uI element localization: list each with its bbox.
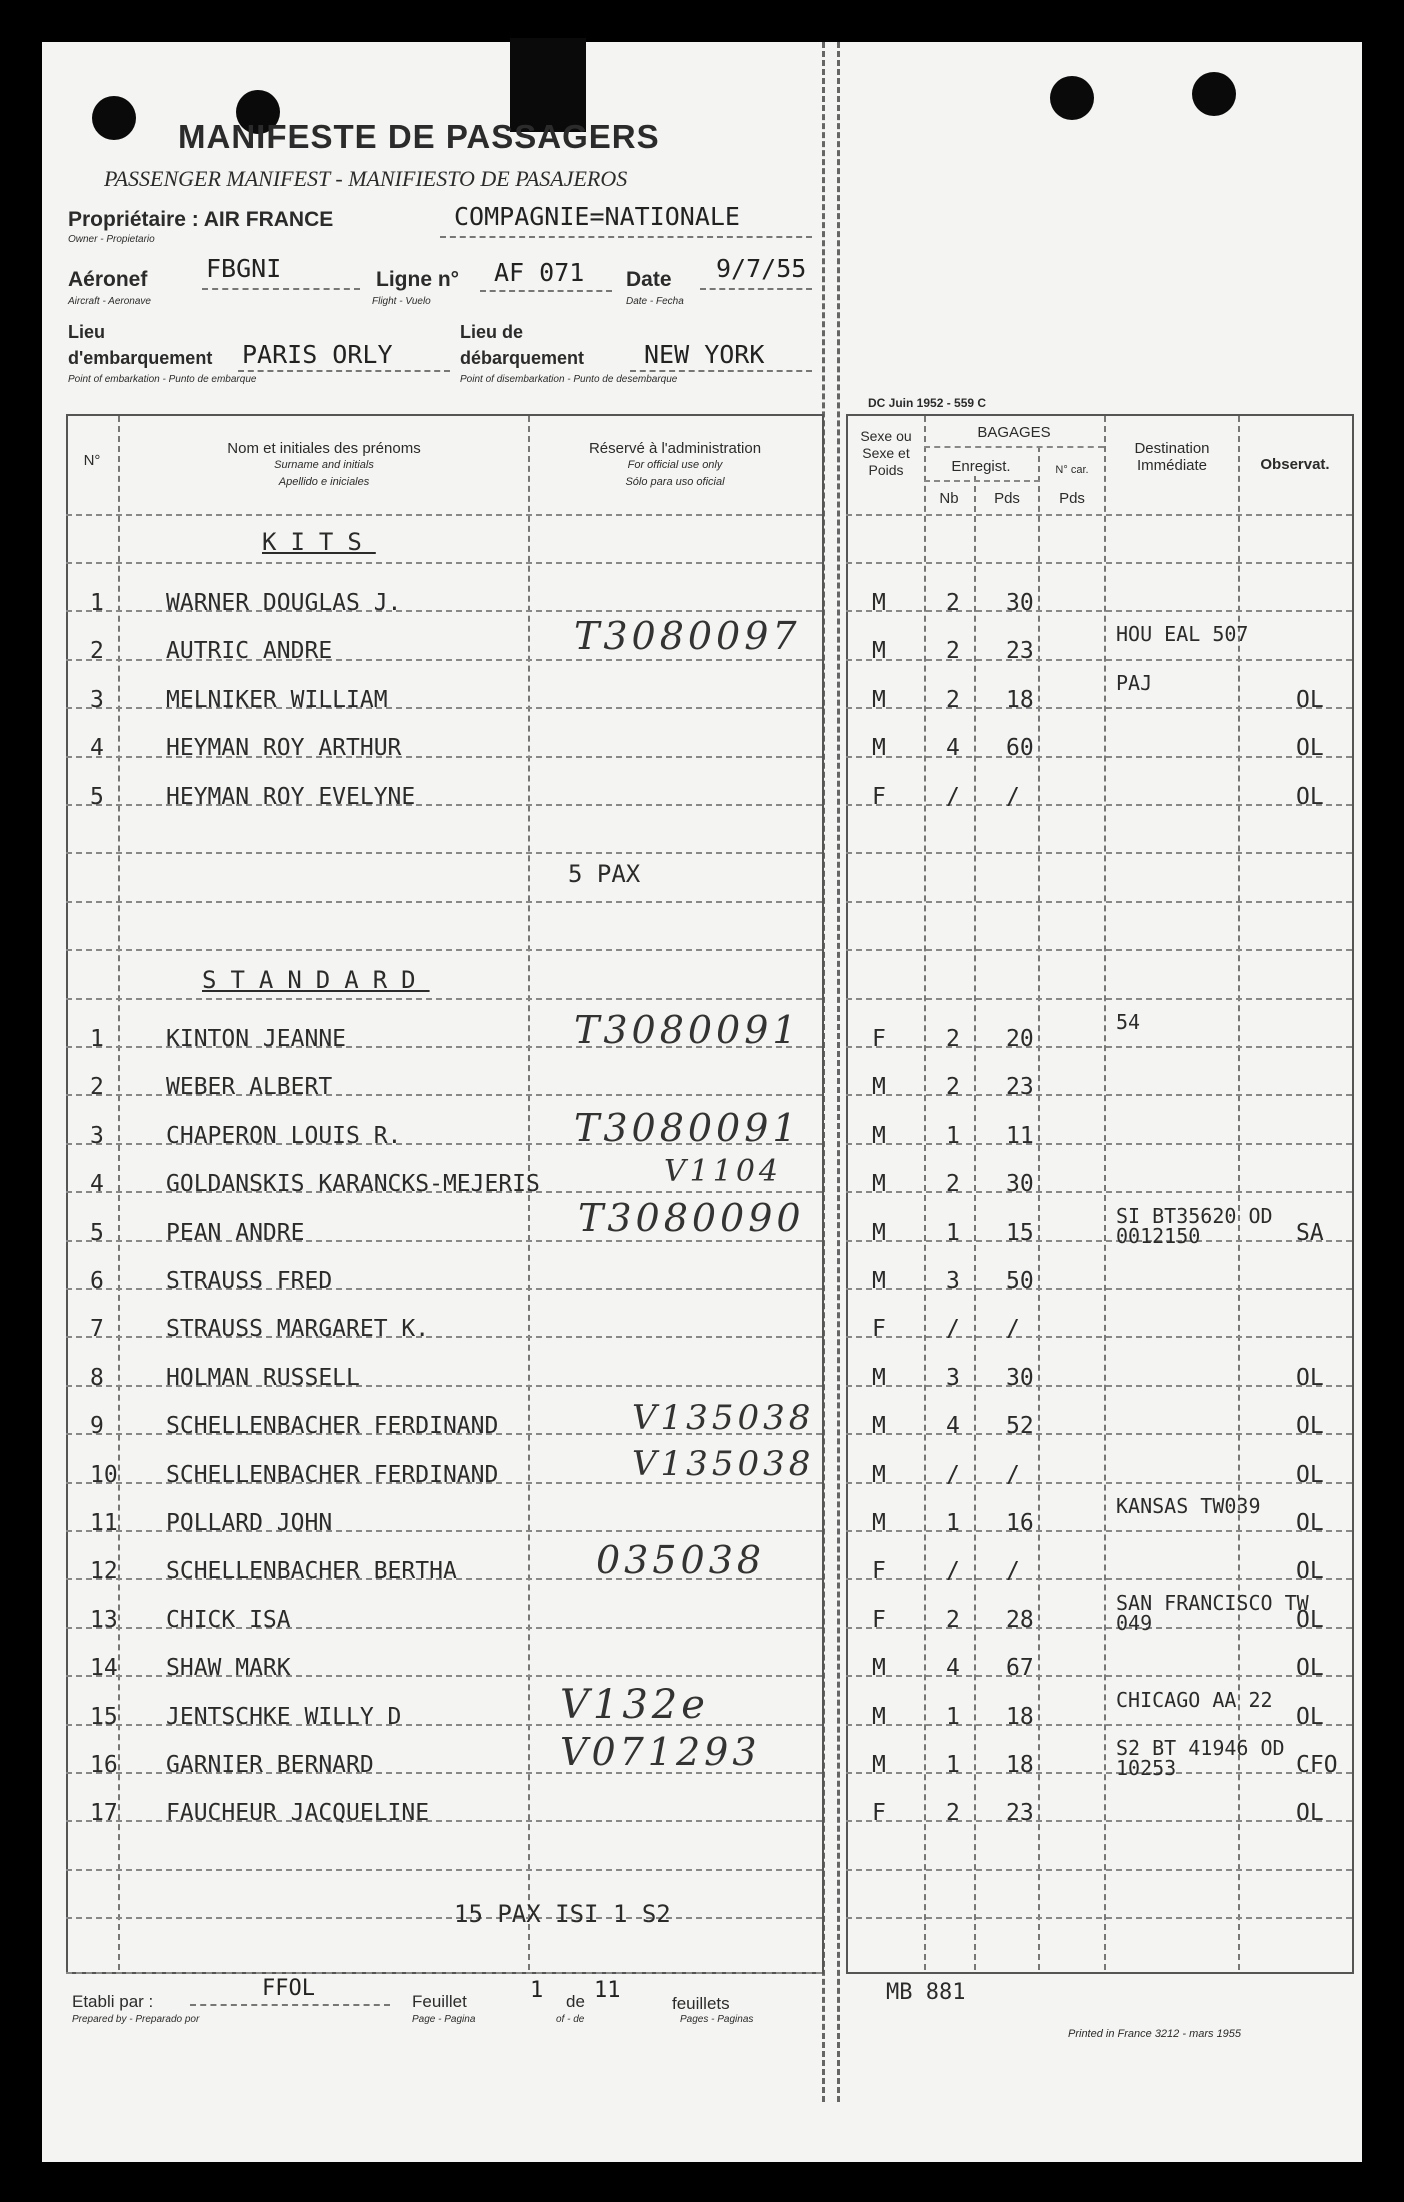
observation: OL: [1296, 1510, 1324, 1536]
baggage-weight: 28: [1006, 1606, 1034, 1633]
row-number: 12: [90, 1558, 118, 1585]
row-number: 2: [90, 638, 104, 665]
observation: OL: [1296, 1558, 1324, 1585]
baggage-count: /: [946, 783, 960, 810]
baggage-count: 4: [946, 735, 960, 762]
passenger-name: FAUCHEUR JACQUELINE: [166, 1800, 430, 1827]
passenger-name: SCHELLENBACHER BERTHA: [166, 1558, 457, 1585]
passenger-name: MELNIKER WILLIAM: [166, 686, 388, 713]
observation: OL: [1296, 1364, 1324, 1391]
row-rule: [66, 949, 822, 951]
footer-rule: [66, 1972, 822, 1974]
passenger-name: AUTRIC ANDRE: [166, 638, 333, 665]
prepared-by-label: Etabli par :: [72, 1992, 154, 2011]
passenger-sex: M: [872, 1413, 886, 1440]
observation: CFO: [1296, 1752, 1338, 1778]
passenger-name: HEYMAN ROY EVELYNE: [166, 783, 416, 810]
row-number: 11: [90, 1510, 118, 1536]
punch-hole: [92, 96, 136, 140]
observation: SA: [1296, 1219, 1324, 1246]
total-pages-value: 11: [594, 1978, 621, 2003]
baggage-count: /: [946, 1461, 960, 1488]
passenger-sex: M: [872, 735, 886, 762]
baggage-count: 2: [946, 686, 960, 713]
passenger-sex: M: [872, 1074, 886, 1101]
embark-label-2: d'embarquement: [68, 348, 213, 368]
baggage-weight: /: [1006, 1316, 1020, 1343]
passenger-sex: M: [872, 1655, 886, 1682]
row-number: 17: [90, 1800, 118, 1827]
destination: SAN FRANCISCO TW 049: [1116, 1590, 1309, 1635]
disembark-label-2: débarquement: [460, 348, 585, 368]
row-number: 2: [90, 1074, 104, 1101]
destination: 54: [1116, 1010, 1141, 1034]
row-number: 10: [90, 1461, 118, 1488]
row-rule: [66, 562, 822, 564]
baggage-weight: 18: [1006, 1703, 1034, 1730]
passenger-name: WARNER DOUGLAS J.: [166, 590, 402, 616]
row-rule: [846, 852, 1352, 854]
row-rule: [66, 1869, 822, 1871]
baggage-weight: /: [1006, 783, 1020, 810]
row-rule: [66, 1917, 822, 1919]
baggage-weight: 30: [1006, 1171, 1034, 1198]
table-row: [66, 1066, 1350, 1110]
mb-number: MB 881: [886, 1980, 966, 2005]
embark-underline: [238, 370, 450, 372]
handwritten-ticket: V135038: [632, 1398, 815, 1438]
baggage-count: 2: [946, 1171, 960, 1198]
punch-hole: [1050, 76, 1094, 120]
observation: OL: [1296, 1461, 1324, 1488]
col-divider: [1038, 446, 1040, 1970]
baggage-weight: 50: [1006, 1268, 1034, 1294]
baggage-count: 3: [946, 1364, 960, 1391]
passenger-sex: M: [872, 1171, 886, 1198]
row-number: 6: [90, 1268, 104, 1294]
baggage-weight: 30: [1006, 1364, 1034, 1391]
owner-underline: [440, 236, 812, 238]
table-row: [66, 1792, 1350, 1836]
table-row: [66, 1590, 1350, 1643]
row-rule: [846, 949, 1352, 951]
observation: OL: [1296, 1655, 1324, 1682]
passenger-name: CHAPERON LOUIS R.: [166, 1122, 402, 1149]
row-number: 15: [90, 1703, 118, 1730]
destination: CHICAGO AA 22: [1116, 1687, 1273, 1712]
table-row: [66, 1260, 1350, 1304]
passenger-sex: M: [872, 638, 886, 665]
header-rule: [66, 514, 822, 516]
form-reference: DC Juin 1952 - 559 C: [868, 396, 987, 410]
printed-in-france: Printed in France 3212 - mars 1955: [1068, 2028, 1242, 2040]
col-admin-label: Réservé à l'administration: [588, 440, 762, 457]
kits-total: 5 PAX: [568, 860, 641, 888]
passenger-name: HOLMAN RUSSELL: [166, 1364, 360, 1391]
baggage-weight: 18: [1006, 686, 1034, 713]
baggage-weight: 67: [1006, 1655, 1034, 1682]
destination: KANSAS TW039: [1116, 1494, 1261, 1518]
destination: HOU EAL 507: [1116, 622, 1249, 647]
observation: OL: [1296, 1703, 1324, 1730]
baggage-weight: 60: [1006, 735, 1034, 762]
table-row: [66, 776, 1350, 820]
baggage-weight: 15: [1006, 1219, 1034, 1246]
col-admin-sub2: Sólo para uso oficial: [625, 476, 725, 488]
page-label: Feuillet: [412, 1992, 467, 2011]
passenger-name: SHAW MARK: [166, 1655, 291, 1682]
table-row: [66, 727, 1350, 771]
col-destination: Destination Immédiate: [1134, 440, 1210, 474]
col-enregist: Enregist.: [951, 458, 1011, 475]
observation: OL: [1296, 686, 1324, 713]
col-bagages: BAGAGES: [977, 424, 1051, 441]
observation: OL: [1296, 1800, 1324, 1827]
destination: PAJ: [1116, 670, 1153, 695]
flight-sub: Flight - Vuelo: [372, 296, 431, 307]
baggage-count: 1: [946, 1122, 960, 1149]
col-no: N°: [83, 452, 101, 469]
passenger-sex: F: [872, 1316, 886, 1343]
date-label: Date: [626, 268, 672, 291]
passenger-sex: F: [872, 1800, 886, 1827]
baggage-weight: 16: [1006, 1510, 1034, 1536]
row-rule: [846, 1917, 1352, 1919]
passenger-sex: M: [872, 1268, 886, 1294]
handwritten-ticket: 035038: [596, 1538, 766, 1582]
row-rule: [846, 901, 1352, 903]
destination: SI BT35620 OD 0012150: [1116, 1203, 1273, 1248]
page-sub: Page - Pagina: [412, 2014, 476, 2025]
baggage-count: 2: [946, 1606, 960, 1633]
owner-sub: Owner - Propietario: [68, 234, 155, 245]
page-title: MANIFESTE DE PASSAGERS: [178, 118, 660, 155]
row-number: 3: [90, 686, 104, 713]
flight-underline: [480, 290, 612, 292]
passenger-name: GARNIER BERNARD: [166, 1752, 374, 1778]
embark-sub: Point of embarkation - Punto de embarque: [68, 374, 257, 385]
observation: OL: [1296, 1413, 1324, 1440]
aircraft-sub: Aircraft - Aeronave: [68, 296, 151, 307]
passenger-sex: F: [872, 1558, 886, 1585]
handwritten-ticket: V071293: [560, 1730, 761, 1774]
prepared-by-underline: [190, 2004, 390, 2006]
handwritten-ticket: T3080091: [574, 1008, 801, 1052]
aircraft-value: FBGNI: [206, 254, 282, 283]
owner-value: COMPAGNIE=NATIONALE: [454, 202, 740, 231]
baggage-weight: 18: [1006, 1752, 1034, 1778]
observation: OL: [1296, 735, 1324, 762]
baggage-count: 2: [946, 590, 960, 616]
row-number: 1: [90, 1026, 104, 1052]
flight-value: AF 071: [494, 258, 585, 287]
row-number: 7: [90, 1316, 104, 1343]
handwritten-ticket: V132e: [560, 1682, 709, 1728]
col-name: [120, 440, 528, 491]
col-admin: [530, 440, 820, 491]
row-number: 5: [90, 783, 104, 810]
pages-label: feuillets: [672, 1994, 730, 2013]
header-rule: [846, 514, 1352, 516]
baggage-count: /: [946, 1316, 960, 1343]
baggage-weight: 20: [1006, 1026, 1034, 1052]
passenger-name: PEAN ANDRE: [166, 1219, 305, 1246]
table-row: [66, 670, 1350, 723]
baggage-weight: 30: [1006, 590, 1034, 616]
passenger-name: SCHELLENBACHER FERDINAND: [166, 1413, 499, 1440]
passenger-sex: M: [872, 1461, 886, 1488]
passenger-name: GOLDANSKIS KARANCKS-MEJERIS: [166, 1171, 540, 1198]
prepared-by-value: FFOL: [262, 1976, 315, 2001]
passenger-sex: M: [872, 1364, 886, 1391]
page-subtitle: PASSENGER MANIFEST - MANIFIESTO DE PASAJEROS: [104, 166, 628, 191]
col-pds: Pds: [994, 490, 1020, 507]
aircraft-underline: [202, 288, 360, 290]
baggage-count: 2: [946, 1026, 960, 1052]
col-observations: Observat.: [1260, 456, 1330, 473]
passenger-sex: M: [872, 1752, 886, 1778]
bagages-rule: [924, 446, 1104, 448]
table-row: [66, 1357, 1350, 1401]
embark-value: PARIS ORLY: [242, 340, 393, 369]
destination: S2 BT 41946 OD 10253: [1116, 1736, 1285, 1780]
passenger-sex: F: [872, 783, 886, 810]
row-number: 4: [90, 1171, 104, 1198]
col-ncar: N° car.: [1055, 464, 1089, 476]
passenger-sex: M: [872, 1219, 886, 1246]
passenger-name: SCHELLENBACHER FERDINAND: [166, 1461, 499, 1488]
col-pds2: Pds: [1059, 490, 1085, 507]
observation: OL: [1296, 783, 1324, 810]
punch-hole: [1192, 72, 1236, 116]
baggage-count: 4: [946, 1655, 960, 1682]
baggage-count: 2: [946, 1074, 960, 1101]
row-number: 13: [90, 1606, 118, 1633]
passenger-sex: M: [872, 1122, 886, 1149]
passenger-name: POLLARD JOHN: [166, 1510, 333, 1536]
section-standard: STANDARD: [202, 966, 430, 994]
baggage-weight: /: [1006, 1558, 1020, 1585]
baggage-weight: 11: [1006, 1122, 1034, 1149]
handwritten-ticket: T3080090: [578, 1196, 805, 1240]
baggage-count: 2: [946, 638, 960, 665]
aircraft-label: Aéronef: [68, 268, 148, 291]
flight-label: Ligne n°: [376, 268, 460, 291]
baggage-count: 4: [946, 1413, 960, 1440]
passenger-name: KINTON JEANNE: [166, 1026, 347, 1052]
passenger-sex: M: [872, 686, 886, 713]
baggage-count: 1: [946, 1510, 960, 1536]
baggage-count: 1: [946, 1752, 960, 1778]
baggage-weight: 23: [1006, 638, 1034, 665]
baggage-count: 1: [946, 1219, 960, 1246]
page-value: 1: [530, 1978, 544, 2003]
handwritten-ticket: T3080091: [574, 1106, 801, 1150]
embark-label-1: Lieu: [68, 322, 106, 342]
date-underline: [700, 288, 812, 290]
row-rule: [846, 562, 1352, 564]
disembark-underline: [630, 370, 812, 372]
passenger-sex: M: [872, 1510, 886, 1536]
row-number: 4: [90, 735, 104, 762]
row-number: 3: [90, 1122, 104, 1149]
row-number: 1: [90, 590, 104, 616]
baggage-weight: /: [1006, 1461, 1020, 1488]
baggage-weight: 52: [1006, 1413, 1034, 1440]
owner-label: Propriétaire : AIR FRANCE: [68, 208, 334, 231]
passenger-sex: M: [872, 590, 886, 616]
of-sub: of - de: [556, 2014, 585, 2025]
baggage-count: 1: [946, 1703, 960, 1730]
baggage-weight: 23: [1006, 1800, 1034, 1827]
passenger-sex: M: [872, 1703, 886, 1730]
row-number: 16: [90, 1752, 118, 1778]
row-number: 8: [90, 1364, 104, 1391]
date-sub: Date - Fecha: [626, 296, 684, 307]
handwritten-ticket: T3080097: [574, 614, 801, 658]
col-sex: Sexe ou Sexe et Poids: [860, 428, 912, 478]
col-name-sub1: Surname and initials: [274, 459, 374, 471]
passenger-name: WEBER ALBERT: [166, 1074, 333, 1101]
passenger-name: JENTSCHKE WILLY D: [166, 1703, 402, 1730]
baggage-count: 3: [946, 1268, 960, 1294]
passenger-sex: F: [872, 1026, 886, 1052]
passenger-name: HEYMAN ROY ARTHUR: [166, 735, 402, 762]
section-kits: KITS: [262, 528, 376, 556]
disembark-sub: Point of disembarkation - Punto de desembarque: [460, 374, 678, 385]
baggage-count: /: [946, 1558, 960, 1585]
col-nb: Nb: [939, 490, 959, 507]
col-name-label: Nom et initiales des prénoms: [227, 440, 421, 457]
observation: OL: [1296, 1606, 1324, 1633]
date-value: 9/7/55: [716, 254, 807, 283]
passenger-name: CHICK ISA: [166, 1606, 291, 1633]
row-rule: [66, 998, 822, 1000]
row-number: 14: [90, 1655, 118, 1682]
of-label: de: [566, 1992, 585, 2011]
handwritten-ticket: V1104: [664, 1154, 783, 1189]
prepared-by-sub: Prepared by - Preparado por: [72, 2014, 200, 2025]
passenger-name: STRAUSS FRED: [166, 1268, 333, 1294]
disembark-value: NEW YORK: [644, 340, 765, 369]
row-rule: [66, 901, 822, 903]
baggage-count: 2: [946, 1800, 960, 1827]
pages-sub: Pages - Paginas: [680, 2014, 754, 2025]
row-rule: [846, 998, 1352, 1000]
passenger-sex: F: [872, 1606, 886, 1633]
disembark-label-1: Lieu de: [460, 322, 524, 342]
col-name-sub2: Apellido e iniciales: [278, 476, 370, 488]
baggage-weight: 23: [1006, 1074, 1034, 1101]
row-number: 9: [90, 1413, 104, 1440]
col-admin-sub1: For official use only: [627, 459, 723, 471]
table-row: [66, 1308, 1350, 1352]
row-number: 5: [90, 1219, 104, 1246]
row-rule: [846, 1869, 1352, 1871]
standard-total: 15 PAX ISI 1 S2: [454, 1900, 671, 1928]
passenger-name: STRAUSS MARGARET K.: [166, 1316, 430, 1343]
row-rule: [66, 852, 822, 854]
handwritten-ticket: V135038: [632, 1444, 815, 1484]
enregist-rule: [924, 480, 1040, 482]
